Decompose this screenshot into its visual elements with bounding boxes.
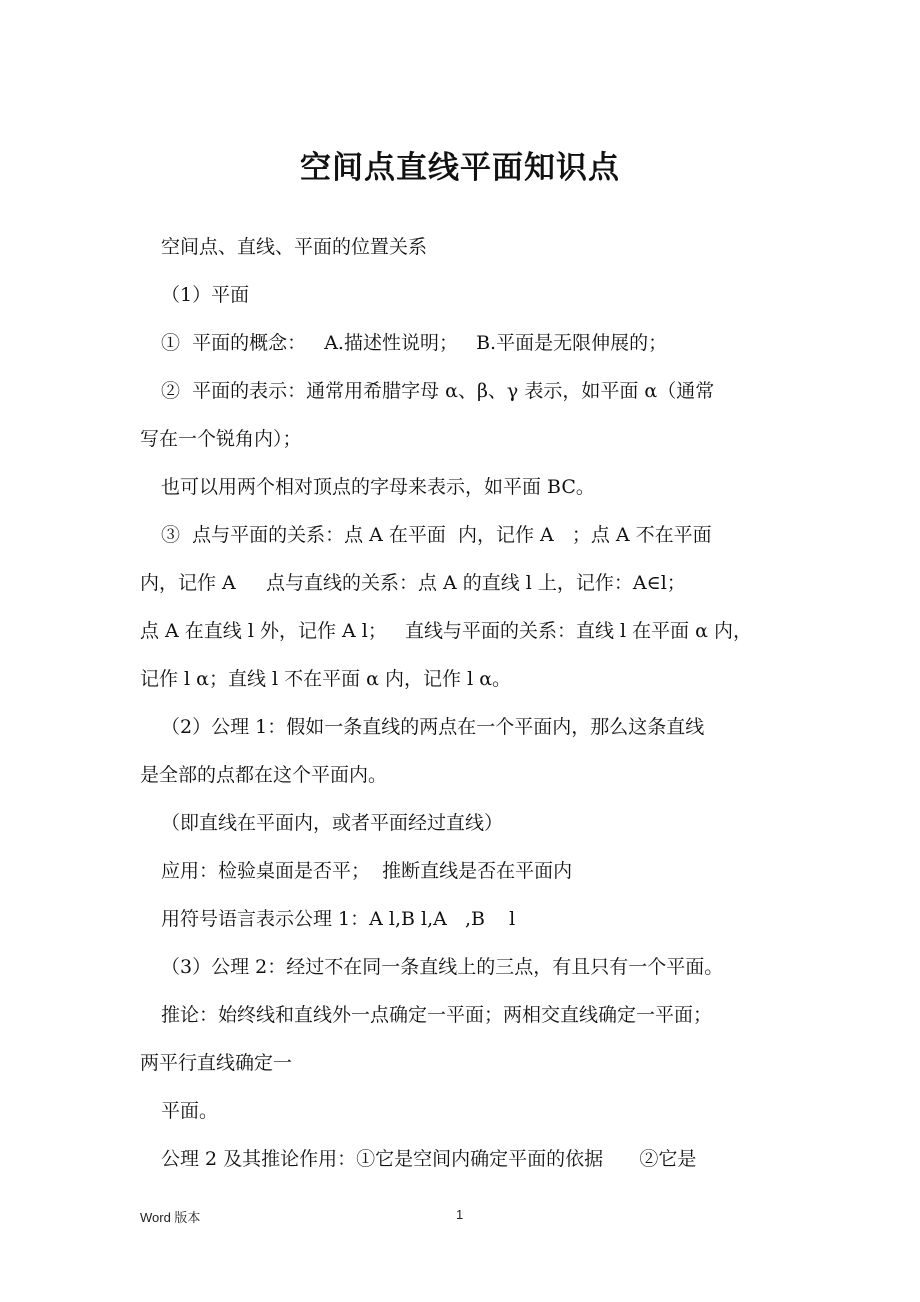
text-line-7: ③ 点与平面的关系：点 A 在平面 内，记作 A ；点 A 不在平面	[161, 524, 712, 546]
footer-version-label: Word 版本	[140, 1210, 201, 1225]
text-line-4: ② 平面的表示：通常用希腊字母 α、β、γ 表示，如平面 α（通常	[161, 380, 715, 402]
text-line-10: 记作 l α；直线 l 不在平面 α 内，记作 l α。	[140, 668, 512, 690]
text-line-5: 写在一个锐角内）；	[140, 428, 302, 450]
text-line-1: 空间点、直线、平面的位置关系	[161, 236, 428, 258]
text-line-20: 公理 2 及其推论作用：①它是空间内确定平面的依据 ②它是	[161, 1148, 697, 1170]
text-line-18: 两平行直线确定一	[140, 1052, 293, 1074]
text-line-6: 也可以用两个相对顶点的字母来表示，如平面 BC。	[161, 476, 595, 498]
text-line-14: 应用：检验桌面是否平； 推断直线是否在平面内	[161, 860, 573, 882]
text-line-3: ① 平面的概念： A.描述性说明； B.平面是无限伸展的；	[161, 332, 668, 354]
text-line-16: （3）公理 2：经过不在同一条直线上的三点，有且只有一个平面。	[161, 956, 724, 978]
text-line-2: （1）平面	[161, 284, 250, 306]
text-line-8: 内，记作 A 点与直线的关系：点 A 的直线 l 上，记作：A∈l；	[140, 572, 686, 594]
document-title: 空间点直线平面知识点	[300, 150, 620, 186]
text-line-15: 用符号语言表示公理 1：A l,B l,A ,B l	[161, 908, 516, 930]
footer-page-number: 1	[456, 1207, 464, 1222]
text-line-13: （即直线在平面内，或者平面经过直线）	[161, 812, 504, 834]
text-line-17: 推论：始终线和直线外一点确定一平面；两相交直线确定一平面；	[161, 1004, 713, 1026]
text-line-19: 平面。	[161, 1100, 219, 1122]
text-line-12: 是全部的点都在这个平面内。	[140, 764, 388, 786]
text-line-11: （2）公理 1：假如一条直线的两点在一个平面内，那么这条直线	[161, 716, 705, 738]
text-line-9: 点 A 在直线 l 外，记作 A l； 直线与平面的关系：直线 l 在平面 α 内，	[140, 620, 753, 642]
